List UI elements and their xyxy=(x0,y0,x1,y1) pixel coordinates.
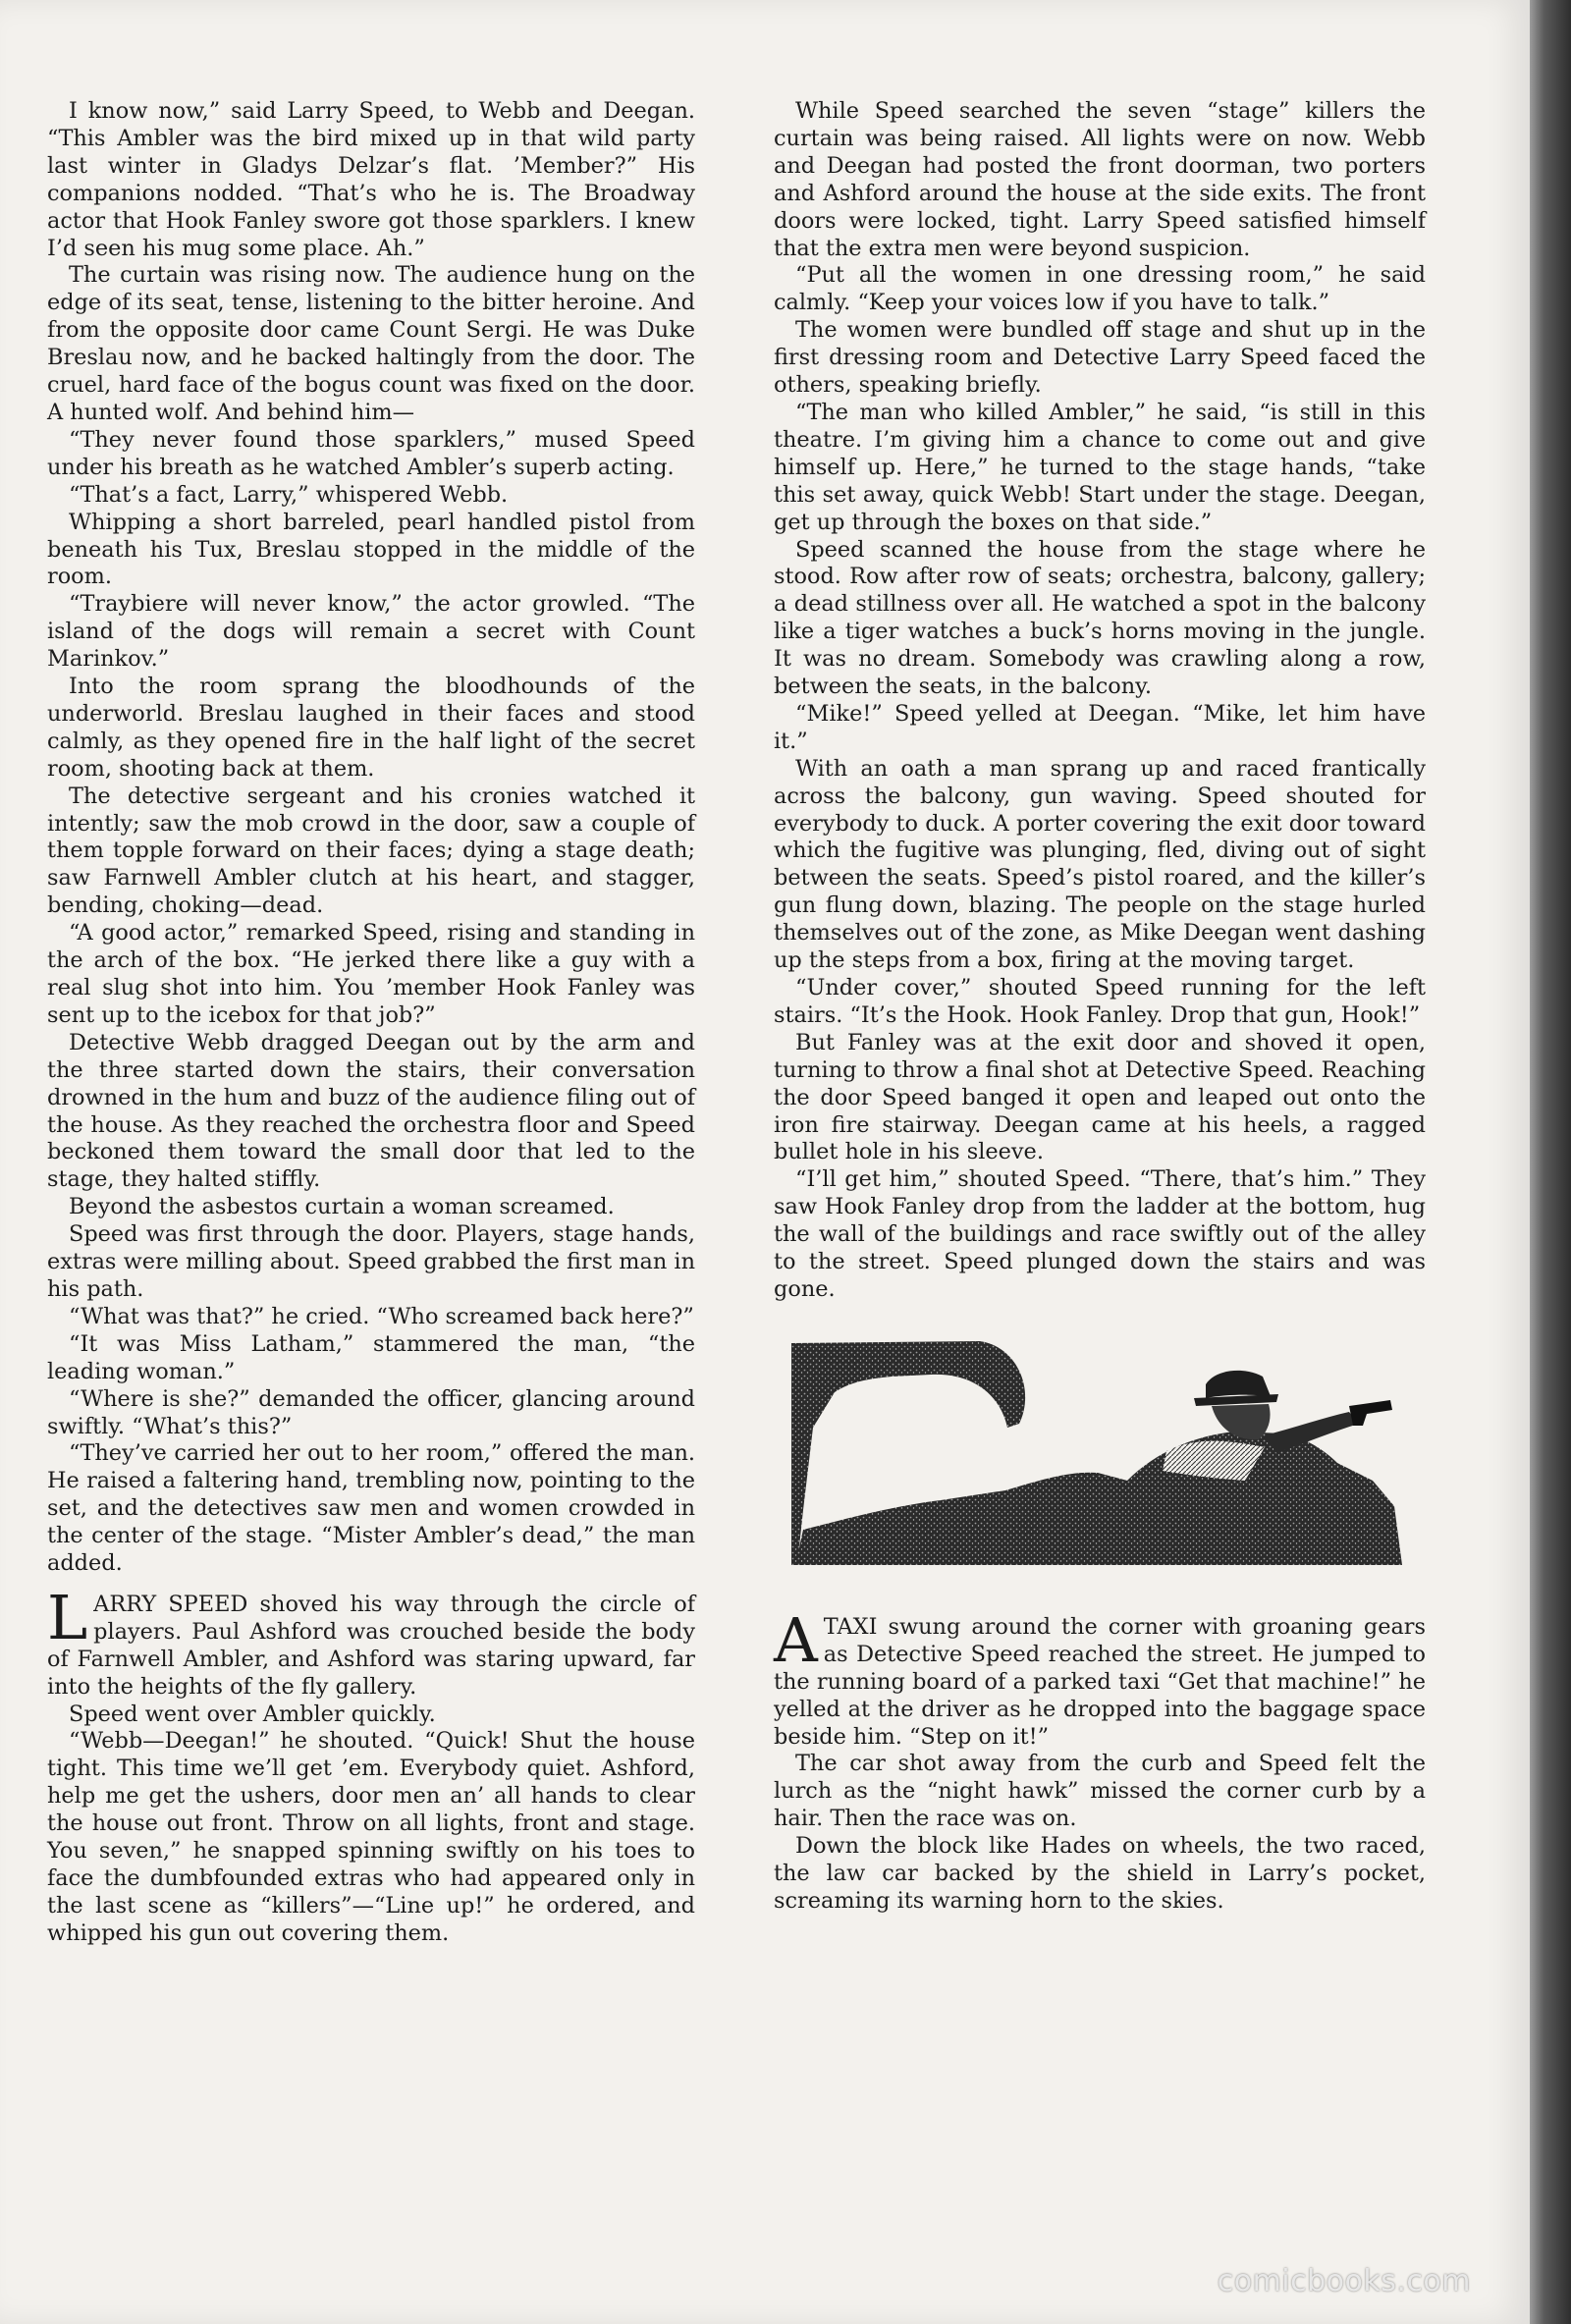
dropcap-paragraph xyxy=(774,1603,1426,1752)
left-text-column xyxy=(47,98,695,1948)
dropcap-paragraph-text: TAXI swung around the corner with groaning gears as Detective Speed reached the street. He jumped to the running board of a parked taxi “Get that machine!” he yelled at the driver as he dropped into the baggage space beside him. “Step on it!” xyxy=(774,1613,1426,1750)
dropcap-paragraph xyxy=(47,1581,695,1702)
paragraph: The car shot away from the curb and Speed felt the lurch as the “night hawk” missed the corner curb by a hair. Then the race was on. xyxy=(774,1751,1426,1832)
paragraph: With an oath a man sprang up and raced frantically across the balcony, gun waving. Speed shouted for everybody to duck. A porter covering the exit door toward which the fugitive was plunging, fled, diving out of sight between the seats. Speed’s pistol roared, and the killer’s gun flung down, blazing. The people on the stage hurled themselves out of the zone, as Mike Deegan went dashing up the steps from a box, firing at the moving target. xyxy=(774,755,1426,974)
paragraph: “I’ll get him,” shouted Speed. “There, that’s him.” They saw Hook Fanley drop from the ladder at the bottom, hug the wall of the buildings and race swiftly out of the alley to the street. Speed plunged down the stairs and was gone. xyxy=(774,1166,1426,1302)
paragraph: “Webb—Deegan!” he shouted. “Quick! Shut the house tight. This time we’ll get ’em. Everybody quiet. Ashford, help me get the ushers, door men an’ all hands to clear the house out front. Throw on all lights, front and stage. You seven,” he snapped spinning swiftly on his toes to face the dumbfounded extras who had appeared only in the last scene as “killers”—“Line up!” he ordered, and whipped his gun out covering them. xyxy=(47,1728,695,1946)
paragraph: “What was that?” he cried. “Who screamed back here?” xyxy=(69,1303,694,1329)
paragraph: I know now,” said Larry Speed, to Webb and Deegan. “This Ambler was the bird mixed up in that wild party last winter in Gladys Delzar’s flat. ’Member?” His companions nodded. “That’s who he is. The Broadway actor that Hook Fanley swore got those sparklers. I knew I’d seen his mug some place. Ah.” xyxy=(47,98,695,261)
drop-cap-letter: A xyxy=(774,1603,818,1676)
paragraph: “It was Miss Latham,” stammered the man, “the leading woman.” xyxy=(47,1330,695,1384)
paragraph: Detective Webb dragged Deegan out by the arm and the three started down the stairs, their conversation drowned in the hum and buzz of the audience filing out of the house. As they reached the orchestra floor and Speed beckoned them toward the small door that led to the stage, they halted stiffly. xyxy=(47,1029,695,1193)
paragraph: Down the block like Hades on wheels, the two raced, the law car backed by the shield in Larry’s pocket, screaming its warning horn to the skies. xyxy=(774,1833,1426,1914)
paragraph: “Traybiere will never know,” the actor growled. “The island of the dogs will remain a secret with Count Marinkov.” xyxy=(47,591,695,673)
gunman-illustration xyxy=(774,1333,1426,1581)
paragraph: Beyond the asbestos curtain a woman screamed. xyxy=(69,1194,615,1220)
paragraph: “Put all the women in one dressing room,” he said calmly. “Keep your voices low if you have to talk.” xyxy=(774,262,1426,316)
paragraph: But Fanley was at the exit door and shoved it open, turning to throw a final shot at Detective Speed. Reaching the door Speed banged it open and leaped out onto the iron fire stairway. Deegan came at his heels, a ragged bullet hole in his sleeve. xyxy=(774,1029,1426,1165)
site-watermark: comicbooks.com xyxy=(1217,2264,1471,2298)
book-spine-edge xyxy=(1530,0,1571,2324)
paragraph: The detective sergeant and his cronies watched it intently; saw the mob crowd in the door, saw a couple of them topple forward on their faces; dying a stage death; saw Farnwell Ambler clutch at his heart, and stagger, bending, choking—dead. xyxy=(47,783,695,919)
drop-cap-letter: L xyxy=(47,1581,88,1653)
paragraph: Speed went over Ambler quickly. xyxy=(69,1701,436,1727)
dropcap-paragraph-text: ARRY SPEED shoved his way through the circle of players. Paul Ashford was crouched beside the body of Farnwell Ambler, and Ashford was staring upward, far into the heights of the fly gallery. xyxy=(47,1591,695,1700)
paragraph: “Mike!” Speed yelled at Deegan. “Mike, let him have it.” xyxy=(774,700,1426,754)
paragraph: Speed was first through the door. Players, stage hands, extras were milling about. Speed grabbed the first man in his path. xyxy=(47,1221,695,1302)
paragraph: Speed scanned the house from the stage where he stood. Row after row of seats; orchestra, balcony, gallery; a dead stillness over all. He watched a spot in the balcony like a tiger watches a buck’s horns moving in the jungle. It was no dream. Somebody was crawling along a row, between the seats, in the balcony. xyxy=(774,536,1426,700)
paragraph: “The man who killed Ambler,” he said, “is still in this theatre. I’m giving him a chance to come out and give himself up. Here,” he turned to the stage hands, “take this set away, quick Webb! Start under the stage. Deegan, get up through the boxes on that side.” xyxy=(774,399,1426,535)
paragraph: “That’s a fact, Larry,” whispered Webb. xyxy=(69,481,509,508)
gunman-illustration-icon xyxy=(774,1333,1426,1581)
right-text-column xyxy=(774,98,1426,1916)
paragraph: While Speed searched the seven “stage” killers the curtain was being raised. All lights were on now. Webb and Deegan had posted the front doorman, two porters and Ashford around the house at the side exits. The front doors were locked, tight. Larry Speed satisfied himself that the extra men were beyond suspicion. xyxy=(774,98,1426,261)
paragraph: “They never found those sparklers,” mused Speed under his breath as he watched Ambler’s superb acting. xyxy=(47,426,695,480)
paragraph: Whipping a short barreled, pearl handled pistol from beneath his Tux, Breslau stopped in the middle of the room. xyxy=(47,509,695,590)
paragraph: “Where is she?” demanded the officer, glancing around swiftly. “What’s this?” xyxy=(47,1385,695,1439)
paragraph: The women were bundled off stage and shut up in the first dressing room and Detective Larry Speed faced the others, speaking briefly. xyxy=(774,317,1426,399)
paragraph: “They’ve carried her out to her room,” offered the man. He raised a faltering hand, trembling now, pointing to the set, and the detectives saw men and women crowded in the center of the stage. “Mister Ambler’s dead,” the man added. xyxy=(47,1440,695,1577)
paragraph: The curtain was rising now. The audience hung on the edge of its seat, tense, listening to the bitter heroine. And from the opposite door came Count Sergi. He was Duke Breslau now, and he backed haltingly from the door. The cruel, hard face of the bogus count was fixed on the door. A hunted wolf. And behind him— xyxy=(47,262,695,425)
paragraph: “A good actor,” remarked Speed, rising and standing in the arch of the box. “He jerked there like a guy with a real slug shot into him. You ’member Hook Fanley was sent up to the icebox for that job?” xyxy=(47,920,695,1028)
paragraph: Into the room sprang the bloodhounds of the underworld. Breslau laughed in their faces and stood calmly, as they opened fire in the half light of the secret room, shooting back at them. xyxy=(47,674,695,782)
paragraph: “Under cover,” shouted Speed running for the left stairs. “It’s the Hook. Hook Fanley. Drop that gun, Hook!” xyxy=(774,975,1426,1028)
